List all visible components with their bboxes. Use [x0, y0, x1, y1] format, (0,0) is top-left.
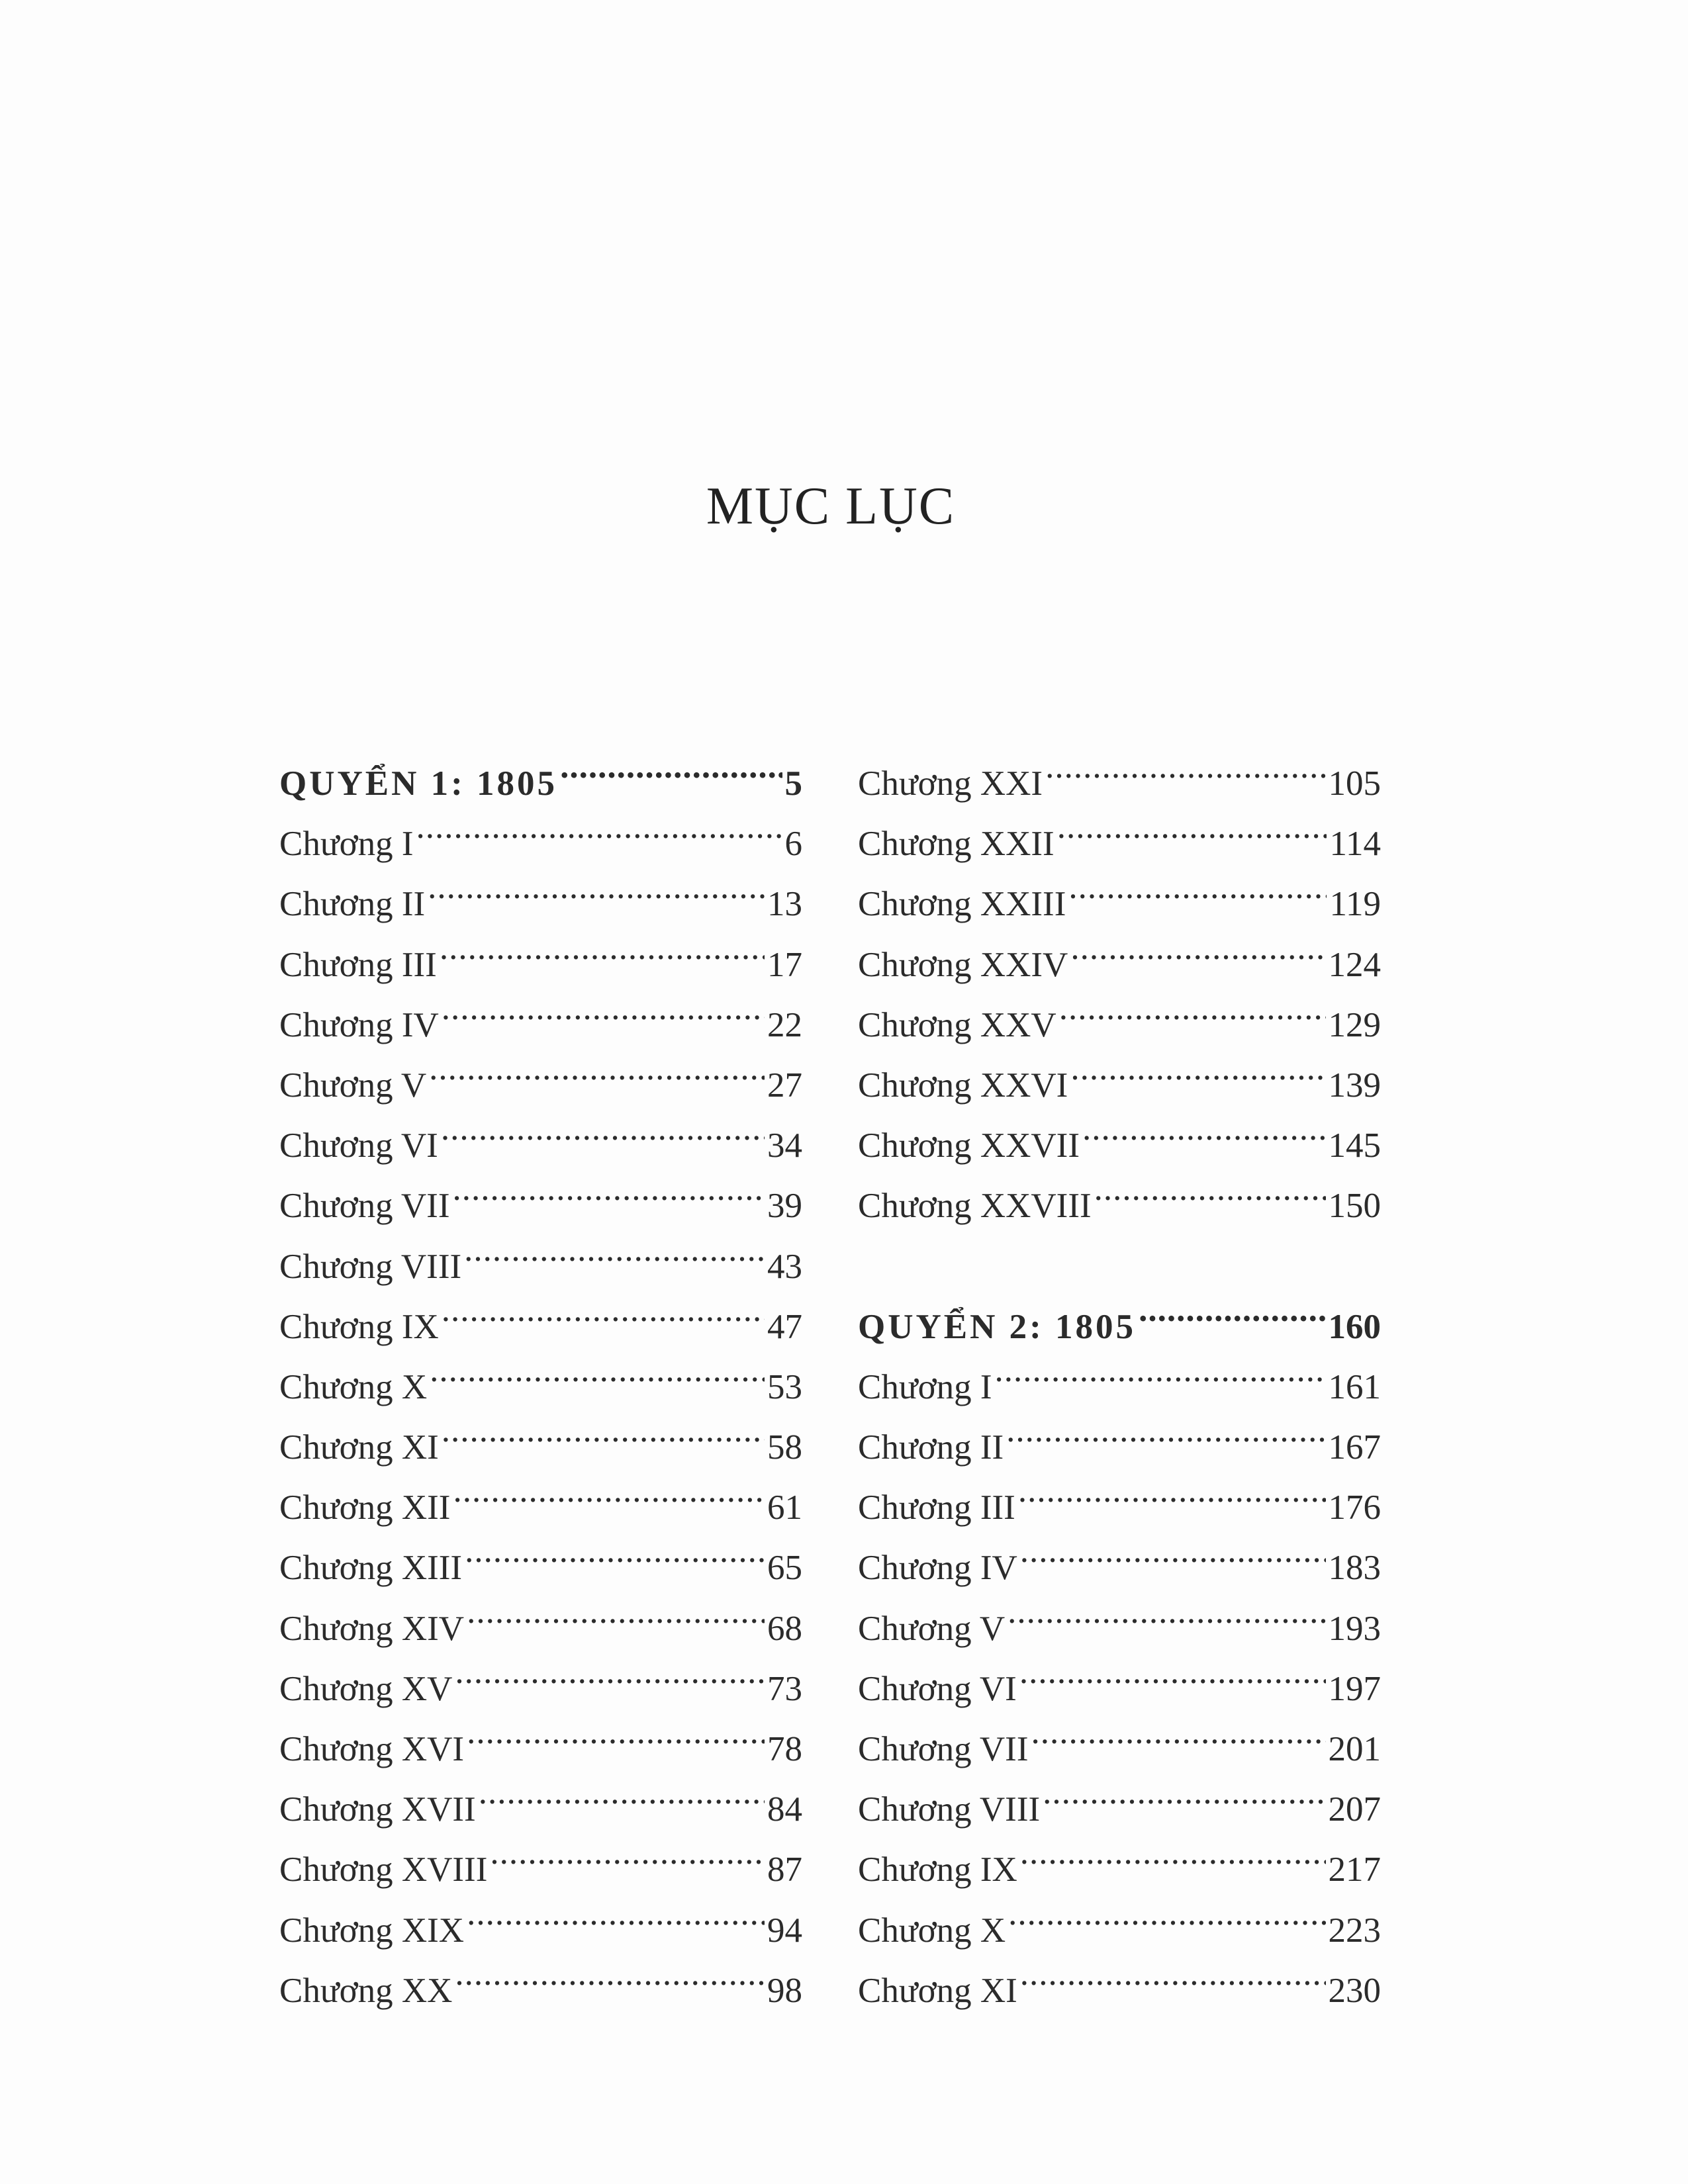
dot-leader [467, 1580, 765, 1640]
toc-page-number: 34 [767, 1126, 802, 1165]
toc-page-number: 58 [767, 1428, 802, 1467]
dot-leader [467, 1700, 765, 1760]
toc-entry-label: Chương XXV [858, 1005, 1056, 1044]
toc-page-number: 22 [767, 1005, 802, 1044]
toc-entry-label: Chương IV [858, 1549, 1017, 1588]
toc-page-number: 84 [767, 1790, 802, 1829]
toc-entry-label: Chương XV [279, 1669, 453, 1708]
toc-entry-label: Chương IV [279, 1005, 439, 1044]
toc-entry-label: Chương IX [858, 1850, 1017, 1889]
toc-chapter-entry[interactable] [858, 735, 1381, 803]
toc-entry-label: Chương VIII [279, 1247, 462, 1286]
toc-entry-label: Chương I [858, 1367, 992, 1406]
toc-page-number: 129 [1328, 1005, 1381, 1044]
toc-page-number: 5 [784, 764, 802, 803]
dot-leader [490, 1821, 765, 1881]
toc-page-number: 217 [1328, 1850, 1381, 1889]
dot-leader [455, 1942, 765, 2002]
toc-page-number: 87 [767, 1850, 802, 1889]
toc-entry-label: Chương XXVII [858, 1126, 1080, 1165]
toc-entry-label: Chương XIX [279, 1911, 465, 1950]
toc-entry-label: Chương III [858, 1488, 1015, 1527]
dot-leader [1008, 1882, 1325, 1942]
dot-leader [1139, 1278, 1325, 1338]
toc-page-number: 13 [767, 885, 802, 924]
dot-leader [1006, 1398, 1325, 1459]
dot-leader [1031, 1700, 1325, 1760]
page-title: MỤC LỤC [706, 477, 956, 535]
dot-leader [1043, 1760, 1325, 1821]
dot-leader [442, 1278, 765, 1338]
toc-page-number: 27 [767, 1066, 802, 1105]
dot-leader [995, 1338, 1326, 1398]
toc-entry-label: Chương II [858, 1428, 1004, 1467]
toc-entry-label: Chương V [858, 1609, 1006, 1648]
toc-entry-label: Chương VI [279, 1126, 438, 1165]
toc-page-number: 6 [784, 825, 802, 864]
toc-page-number: 207 [1328, 1790, 1381, 1829]
dot-leader [479, 1760, 765, 1821]
toc-page-number: 201 [1328, 1730, 1381, 1768]
toc-entry-label: Chương XVI [279, 1730, 465, 1768]
toc-entry-label: Chương III [279, 945, 437, 984]
toc-page-number: 43 [767, 1247, 802, 1286]
dot-leader [1008, 1580, 1325, 1640]
toc-page-number: 61 [767, 1488, 802, 1527]
toc-part-heading[interactable] [858, 1278, 1381, 1346]
dot-leader [441, 1097, 765, 1157]
toc-page-number: 47 [767, 1307, 802, 1346]
toc-left-column [279, 735, 802, 2010]
dot-leader [428, 855, 765, 915]
dot-leader [560, 735, 782, 795]
toc-entry-label: QUYỂN 1: 1805 [279, 764, 558, 803]
toc-entry-label: Chương XVIII [279, 1850, 488, 1889]
toc-entry-label: Chương VII [858, 1730, 1029, 1768]
toc-entry-label: Chương IX [279, 1307, 439, 1346]
toc-entry-label: Chương I [279, 825, 414, 864]
toc-right-column [858, 735, 1381, 2010]
toc-page-number: 193 [1328, 1609, 1381, 1648]
toc-entry-label: Chương XII [279, 1488, 451, 1527]
toc-entry-label: Chương XIII [279, 1549, 463, 1588]
dot-leader [455, 1640, 765, 1700]
toc-page-number: 105 [1328, 764, 1381, 803]
dot-leader [464, 1218, 765, 1278]
toc-entry-label: Chương XX [279, 1971, 453, 2010]
toc-entry-label: Chương XXII [858, 825, 1055, 864]
toc-entry-label: Chương VI [858, 1669, 1017, 1708]
toc-page-number: 73 [767, 1669, 802, 1708]
toc-page-number: 17 [767, 945, 802, 984]
toc-page-number: 183 [1328, 1549, 1381, 1588]
dot-leader [430, 1338, 765, 1398]
toc-entry-label: QUYỂN 2: 1805 [858, 1307, 1137, 1346]
dot-leader [452, 1157, 765, 1217]
toc-page-number: 39 [767, 1187, 802, 1226]
dot-leader [416, 795, 782, 855]
toc-page-number: 68 [767, 1609, 802, 1648]
dot-leader [1045, 735, 1325, 795]
toc-entry-label: Chương XXIII [858, 885, 1066, 924]
toc-page-number: 114 [1329, 825, 1381, 864]
toc-page-number: 65 [767, 1549, 802, 1588]
dot-leader [1057, 795, 1327, 855]
toc-entry-label: Chương XXIV [858, 945, 1068, 984]
toc-entry-label: Chương XVII [279, 1790, 476, 1829]
toc-entry-label: Chương XI [279, 1428, 439, 1467]
toc-entry-label: Chương X [279, 1367, 428, 1406]
toc-page-number: 124 [1328, 945, 1381, 984]
toc-page-number: 223 [1328, 1911, 1381, 1950]
toc-page-number: 119 [1329, 885, 1381, 924]
dot-leader [1020, 1942, 1326, 2002]
toc-page-number: 161 [1328, 1367, 1381, 1406]
toc-entry-label: Chương X [858, 1911, 1006, 1950]
dot-leader [1059, 976, 1326, 1036]
dot-leader [442, 976, 765, 1036]
dot-leader [467, 1882, 765, 1942]
toc-page-number: 94 [767, 1911, 802, 1950]
dot-leader [453, 1459, 765, 1519]
toc-page-number: 145 [1328, 1126, 1381, 1165]
dot-leader [465, 1519, 765, 1579]
toc-part-heading[interactable] [279, 735, 802, 803]
toc-entry-label: Chương XXI [858, 764, 1043, 803]
toc-entry-label: Chương XXVI [858, 1066, 1068, 1105]
dot-leader [442, 1398, 765, 1459]
dot-leader [1082, 1097, 1326, 1157]
dot-leader [1018, 1459, 1326, 1519]
toc-page-number: 78 [767, 1730, 802, 1768]
dot-leader [1019, 1640, 1326, 1700]
dot-leader [1020, 1821, 1326, 1881]
toc-page-number: 98 [767, 1971, 802, 2010]
toc-entry-label: Chương XIV [279, 1609, 465, 1648]
dot-leader [1070, 916, 1325, 976]
dot-leader [429, 1036, 765, 1097]
toc-entry-label: Chương V [279, 1066, 427, 1105]
toc-page-number: 230 [1328, 1971, 1381, 2010]
toc-entry-label: Chương II [279, 885, 426, 924]
toc-page-number: 160 [1328, 1307, 1381, 1346]
toc-page-number: 150 [1328, 1187, 1381, 1226]
toc-entry-label: Chương XXVIII [858, 1187, 1092, 1226]
dot-leader [1020, 1519, 1326, 1579]
dot-leader [1094, 1157, 1326, 1217]
dot-leader [1068, 855, 1327, 915]
toc-page-number: 176 [1328, 1488, 1381, 1527]
toc-page-number: 167 [1328, 1428, 1381, 1467]
toc-entry-label: Chương VIII [858, 1790, 1041, 1829]
dot-leader [440, 916, 765, 976]
toc-entry-label: Chương VII [279, 1187, 450, 1226]
toc-page-number: 197 [1328, 1669, 1381, 1708]
toc-entry-label: Chương XI [858, 1971, 1017, 2010]
toc-page-number: 53 [767, 1367, 802, 1406]
dot-leader [1070, 1036, 1325, 1097]
toc-page-number: 139 [1328, 1066, 1381, 1105]
